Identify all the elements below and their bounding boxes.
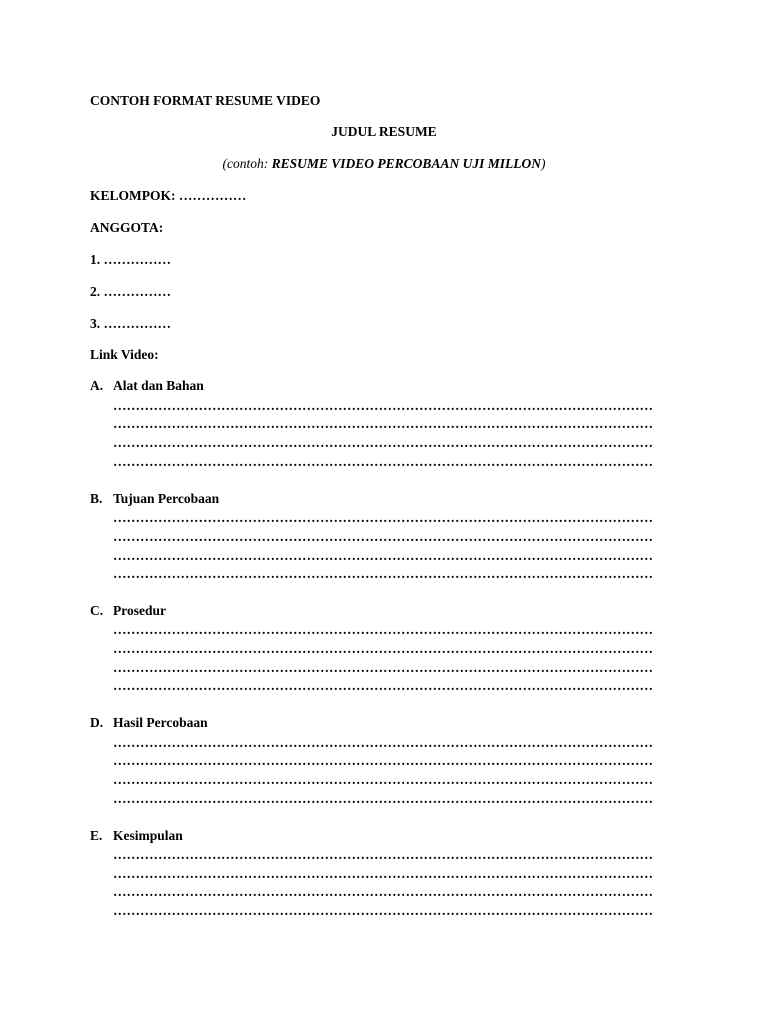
section-d-heading (90, 715, 208, 731)
member-2-field: 2. …………… (90, 284, 171, 299)
example-title: RESUME VIDEO PERCOBAAN UJI MILLON (271, 156, 541, 171)
member-1-field: 1. …………… (90, 252, 171, 267)
section-e-line-2: ………………………………………………………………………………………………………… (113, 866, 653, 881)
member-3-field: 3. …………… (90, 316, 171, 331)
section-c-line-2: ………………………………………………………………………………………………………… (113, 641, 653, 656)
section-d-line-4: ………………………………………………………………………………………………………… (113, 791, 653, 806)
example-suffix: ) (540, 156, 546, 171)
section-c-line-1: ………………………………………………………………………………………………………… (113, 622, 653, 637)
example-title-line (0, 156, 768, 172)
section-title: Prosedur (113, 603, 166, 618)
section-d-line-1: ………………………………………………………………………………………………………… (113, 735, 653, 750)
section-letter: D. (90, 715, 104, 730)
section-d-line-2: ………………………………………………………………………………………………………… (113, 753, 653, 768)
section-letter: E. (90, 828, 103, 843)
section-title: Tujuan Percobaan (113, 491, 220, 506)
section-a-line-4: ………………………………………………………………………………………………………… (113, 454, 653, 469)
section-a-line-3: ………………………………………………………………………………………………………… (113, 435, 653, 450)
section-a-line-1: ………………………………………………………………………………………………………… (113, 398, 653, 413)
document-title: JUDUL RESUME (331, 124, 437, 139)
section-b-line-3: ………………………………………………………………………………………………………… (113, 548, 653, 563)
section-e-line-3: ………………………………………………………………………………………………………… (113, 884, 653, 899)
link-video-label: Link Video: (90, 347, 159, 362)
section-c-line-3: ………………………………………………………………………………………………………… (113, 660, 653, 675)
section-c-heading (90, 603, 166, 619)
section-letter: B. (90, 491, 103, 506)
section-title: Hasil Percobaan (113, 715, 208, 730)
section-b-heading (90, 491, 219, 507)
section-a-line-2: ………………………………………………………………………………………………………… (113, 416, 653, 431)
kelompok-field: KELOMPOK: …………… (90, 188, 247, 203)
section-b-line-1: ………………………………………………………………………………………………………… (113, 510, 653, 525)
anggota-label: ANGGOTA: (90, 220, 164, 235)
section-b-line-2: ………………………………………………………………………………………………………… (113, 529, 653, 544)
section-title: Alat dan Bahan (113, 378, 204, 393)
section-a-heading (90, 378, 204, 394)
section-b-line-4: ………………………………………………………………………………………………………… (113, 566, 653, 581)
section-e-heading (90, 828, 183, 844)
section-e-line-1: ………………………………………………………………………………………………………… (113, 847, 653, 862)
example-prefix: (contoh: (222, 156, 272, 171)
section-letter: A. (90, 378, 104, 393)
section-letter: C. (90, 603, 104, 618)
document-label: CONTOH FORMAT RESUME VIDEO (90, 93, 321, 108)
section-d-line-3: ………………………………………………………………………………………………………… (113, 772, 653, 787)
section-c-line-4: ………………………………………………………………………………………………………… (113, 678, 653, 693)
section-title: Kesimpulan (113, 828, 183, 843)
section-e-line-4: ………………………………………………………………………………………………………… (113, 903, 653, 918)
